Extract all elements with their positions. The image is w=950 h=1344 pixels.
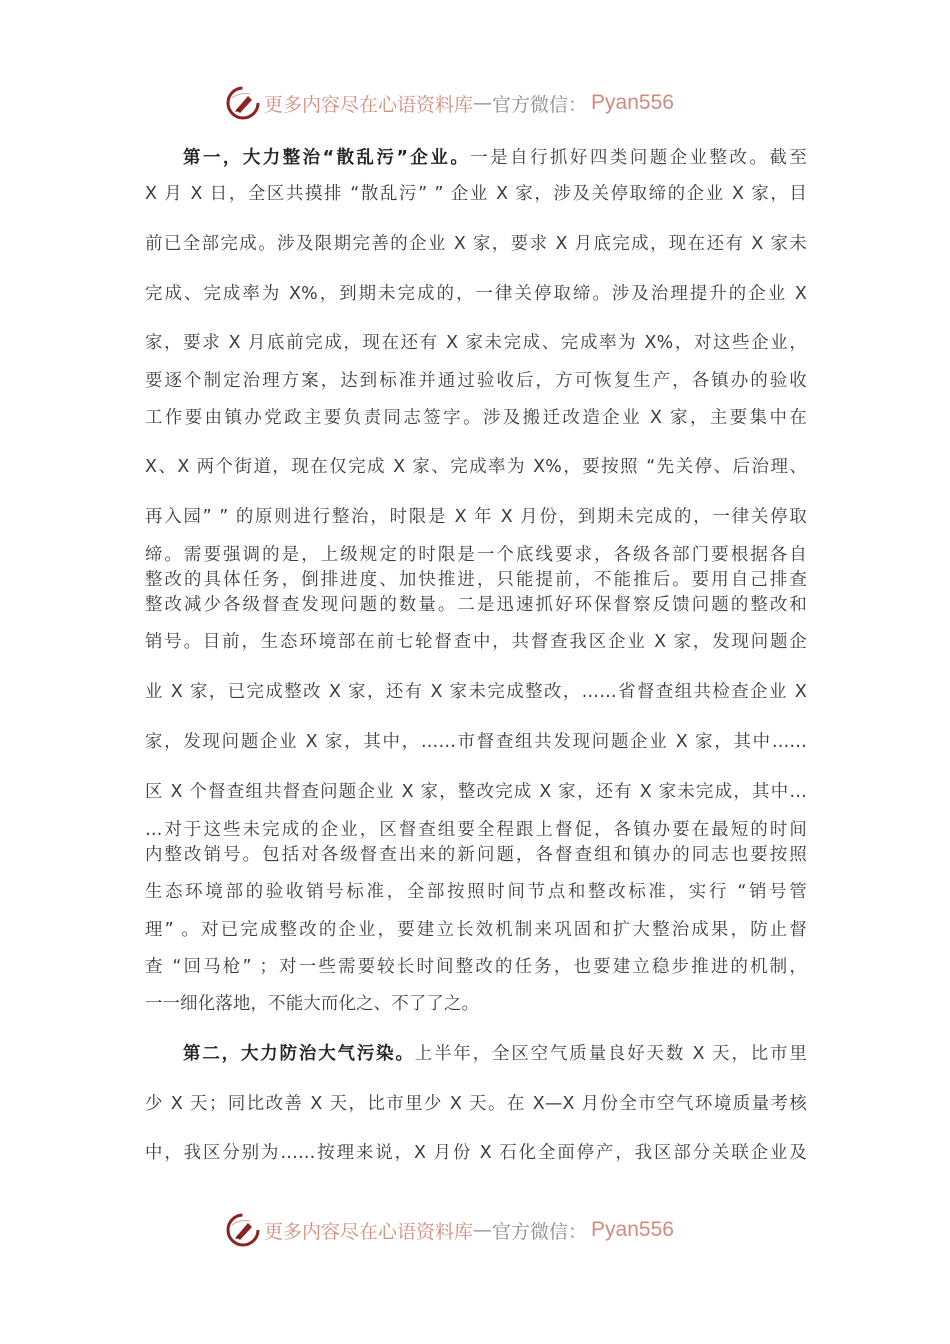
- banner-label: 官方微信：: [492, 1220, 588, 1243]
- banner-label: 官方微信：: [492, 93, 588, 116]
- text-line: 完成、完成率为 X%，到期未完成的，一律关停取缔。涉及治理提升的企业 X: [145, 284, 807, 304]
- text-line: 生态环境部的验收销号标准，全部按照时间节点和整改标准，实行 “销号管: [145, 882, 807, 902]
- text-line: 前已全部完成。涉及限期完善的企业 X 家，要求 X 月底完成，现在还有 X 家未: [145, 234, 807, 254]
- text-line: 中，我区分别为……按理来说，X 月份 X 石化全面停产，我区部分关联企业及: [145, 1143, 807, 1163]
- header-banner: [226, 85, 726, 121]
- banner-dash: —: [473, 92, 493, 114]
- text-line: …对于这些未完成的企业，区督查组要全程跟上督促，各镇办要在最短的时间: [145, 820, 807, 840]
- pen-nib-logo-icon: [226, 1213, 260, 1247]
- text-line: 家，发现问题企业 X 家，其中，……市督查组共发现问题企业 X 家，其中……: [145, 732, 807, 752]
- text-line: 查 “回马枪” ；对一些需要较长时间整改的任务，也要建立稳步推进的机制，: [145, 957, 807, 977]
- text-line: 要逐个制定治理方案，达到标准并通过验收后，方可恢复生产，各镇办的验收: [145, 371, 807, 391]
- text-line: 区 X 个督查组共督查问题企业 X 家，整改完成 X 家，还有 X 家未完成，其中…: [145, 782, 807, 802]
- text-line: 再入园” ” 的原则进行整治，时限是 X 年 X 月份，到期未完成的，一律关停取: [145, 507, 807, 527]
- text-line: 家，要求 X 月底前完成，现在还有 X 家未完成、完成率为 X%，对这些企业，: [145, 333, 807, 353]
- banner-wechat-id: Pyan556: [591, 1218, 674, 1241]
- text-line: 内整改销号。包括对各级督查出来的新问题，各督查组和镇办的同志也要按照: [145, 845, 807, 865]
- text-line: 理” 。对已完成整改的企业，要建立长效机制来巩固和扩大整治成果，防止督: [145, 920, 807, 940]
- text-line: 工作要由镇办党政主要负责同志签字。涉及搬迁改造企业 X 家，主要集中在: [145, 408, 807, 428]
- text-line: 整改减少各级督查发现问题的数量。二是迅速抓好环保督察反馈问题的整改和: [145, 595, 807, 615]
- banner-wechat-id: Pyan556: [591, 91, 674, 114]
- banner-dash: —: [473, 1219, 493, 1241]
- text-line: 一一细化落地，不能大而化之、不了了之。: [145, 994, 480, 1014]
- pen-nib-logo-icon: [226, 86, 260, 120]
- text-line: 业 X 家，已完成整改 X 家，还有 X 家未完成整改，……省督查组共检查企业 X: [145, 682, 807, 702]
- banner-main-text: 更多内容尽在心语资料库: [264, 93, 474, 116]
- text-line: 第二，大力防治大气污染。上半年，全区空气质量良好天数 X 天，比市里: [183, 1044, 808, 1064]
- footer-banner: [226, 1212, 726, 1248]
- section-heading: 第一，大力整治“散乱污”企业。: [183, 148, 471, 168]
- text-line: 少 X 天；同比改善 X 天，比市里少 X 天。在 X—X 月份全市空气环境质量考核: [145, 1094, 807, 1114]
- text-line: 缔。需要强调的是，上级规定的时限是一个底线要求，各级各部门要根据各自: [145, 545, 807, 565]
- text-line: 销号。目前，生态环境部在前七轮督查中，共督查我区企业 X 家，发现问题企: [145, 632, 807, 652]
- banner-main-text: 更多内容尽在心语资料库: [264, 1220, 474, 1243]
- text-line: 整改的具体任务，倒排进度、加快推进，只能提前，不能推后。要用自己排查: [145, 570, 807, 590]
- section-heading: 第二，大力防治大气污染。: [183, 1044, 415, 1064]
- text-line: X 月 X 日，全区共摸排 “散乱污” ” 企业 X 家，涉及关停取缔的企业 X 家，目: [145, 184, 807, 204]
- text-line: X、X 两个街道，现在仅完成 X 家、完成率为 X%，要按照 “先关停、后治理、: [145, 457, 807, 477]
- text-line: 第一，大力整治“散乱污”企业。一是自行抓好四类问题企业整改。截至: [183, 148, 807, 168]
